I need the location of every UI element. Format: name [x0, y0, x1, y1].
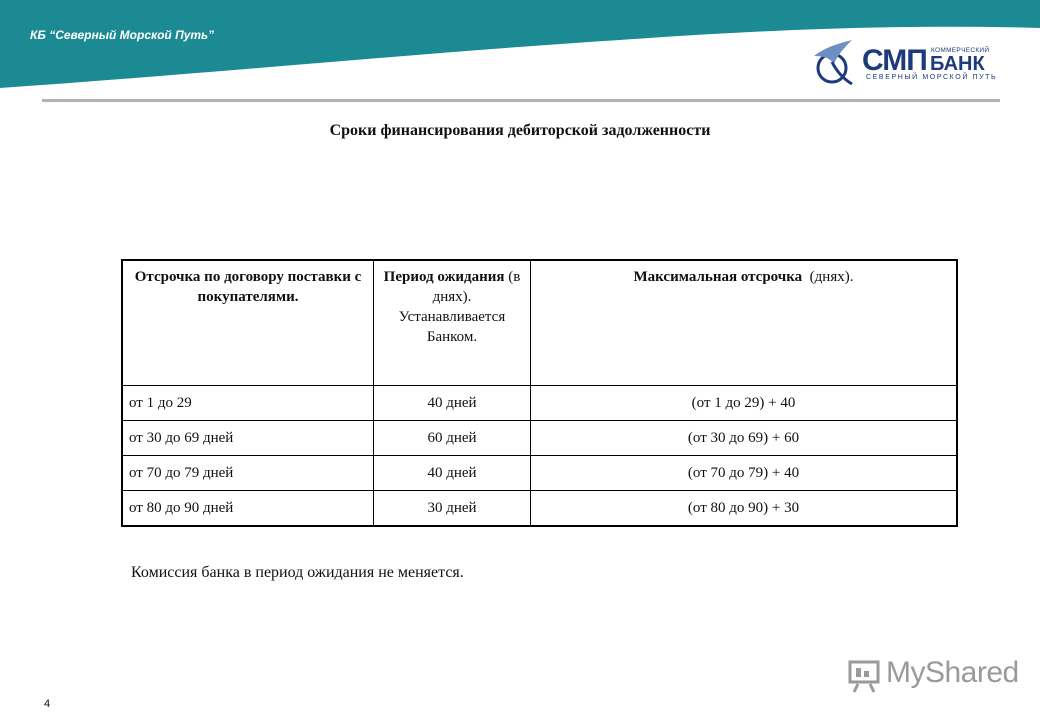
cell-deferral: от 80 до 90 дней [122, 491, 374, 527]
page-number: 4 [44, 698, 51, 710]
cell-waiting: 60 дней [374, 421, 531, 456]
cell-max: (от 30 до 69) + 60 [531, 421, 958, 456]
cell-max: (от 1 до 29) + 40 [531, 386, 958, 421]
seagull-icon [808, 38, 860, 90]
bank-logo [808, 38, 998, 90]
logo-subtitle: СЕВЕРНЫЙ МОРСКОЙ ПУТЬ [866, 74, 998, 81]
cell-waiting: 40 дней [374, 386, 531, 421]
header-waiting-normal: (в днях). Устанавливается Банком. [398, 269, 521, 345]
cell-waiting: 40 дней [374, 456, 531, 491]
header-title: КБ “Северный Морской Путь” [30, 28, 215, 42]
financing-terms-table [121, 259, 958, 527]
header-divider [42, 99, 1000, 102]
cell-max: (от 80 до 90) + 30 [531, 491, 958, 527]
cell-waiting: 30 дней [374, 491, 531, 527]
page-title: Сроки финансирования дебиторской задолженности [329, 122, 711, 139]
table-row [122, 456, 957, 491]
watermark-text: MyShared [886, 656, 1019, 689]
commission-note: Комиссия банка в период ожидания не меняется. [131, 564, 464, 581]
logo-small-text: КОММЕРЧЕСКИЙ [931, 47, 990, 54]
header-waiting-period [374, 260, 531, 386]
table-row [122, 386, 957, 421]
table-header-row [122, 260, 957, 386]
projector-screen-icon [848, 658, 882, 694]
header-max-normal: (днях). [802, 269, 854, 285]
cell-deferral: от 30 до 69 дней [122, 421, 374, 456]
header-max-bold: Максимальная отсрочка [633, 269, 803, 285]
cell-max: (от 70 до 79) + 40 [531, 456, 958, 491]
logo-bank-text: БАНК [930, 53, 985, 75]
header-max-deferral [531, 260, 958, 386]
watermark [848, 656, 1019, 694]
header-waiting-bold: Период ожидания [383, 269, 505, 285]
cell-deferral: от 1 до 29 [122, 386, 374, 421]
cell-deferral: от 70 до 79 дней [122, 456, 374, 491]
header-deferral-bold: Отсрочка по договору поставки с покупателями. [134, 269, 362, 305]
logo-main-text: СМП [862, 44, 927, 77]
table-row [122, 421, 957, 456]
header-deferral [122, 260, 374, 386]
table-row [122, 491, 957, 527]
